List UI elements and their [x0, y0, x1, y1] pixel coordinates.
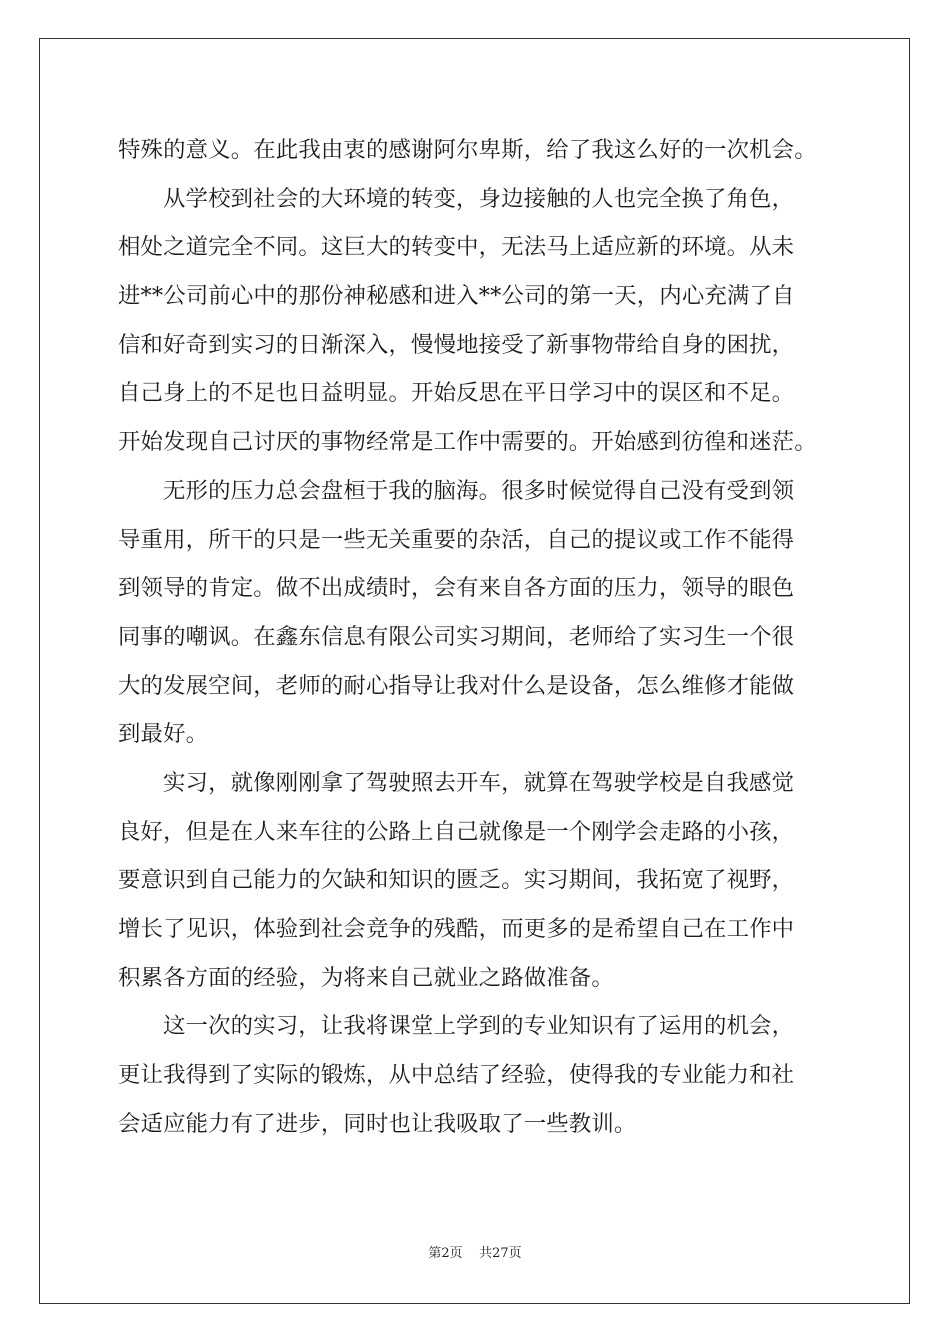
paragraph-start-line: 这一次的实习，让我将课堂上学到的专业知识有了运用的机会， [163, 1013, 795, 1040]
document-body [118, 126, 848, 1148]
text-line: 增长了见识，体验到社会竞争的残酷，而更多的是希望自己在工作中 [118, 916, 795, 942]
text-line: 信和好奇到实习的日渐深入，慢慢地接受了新事物带给自身的困扰， [118, 331, 795, 358]
text-line: 同事的嘲讽。在鑫东信息有限公司实习期间，老师给了实习生一个很 [118, 623, 795, 650]
text-line: 开始发现自己讨厌的事物经常是工作中需要的。开始感到彷徨和迷茫。 [118, 429, 817, 456]
paragraph-start-line: 从学校到社会的大环境的转变，身边接触的人也完全换了角色， [163, 185, 795, 212]
text-line: 积累各方面的经验，为将来自己就业之路做准备。 [118, 964, 614, 991]
text-line: 要意识到自己能力的欠缺和知识的匮乏。实习期间，我拓宽了视野， [118, 867, 795, 894]
page-footer [0, 1246, 950, 1262]
text-line: 大的发展空间，老师的耐心指导让我对什么是设备，怎么维修才能做 [118, 672, 795, 699]
text-line: 良好，但是在人来车往的公路上自己就像是一个刚学会走路的小孩， [118, 818, 795, 845]
text-line: 特殊的意义。在此我由衷的感谢阿尔卑斯，给了我这么好的一次机会。 [118, 137, 817, 163]
total-pages-label: 共27页 [479, 1246, 522, 1261]
text-line: 进**公司前心中的那份神秘感和进入**公司的第一天，内心充满了自 [118, 283, 795, 310]
current-page-label: 第2页 [428, 1246, 463, 1261]
text-line: 到领导的肯定。做不出成绩时，会有来自各方面的压力，领导的眼色 [118, 575, 795, 602]
text-line: 更让我得到了实际的锻炼，从中总结了经验，使得我的专业能力和社 [118, 1062, 795, 1089]
paragraph-start-line: 无形的压力总会盘桓于我的脑海。很多时候觉得自己没有受到领 [163, 477, 795, 504]
text-line: 到最好。 [118, 721, 209, 748]
text-line: 自己身上的不足也日益明显。开始反思在平日学习中的误区和不足。 [118, 380, 795, 407]
text-line: 会适应能力有了进步，同时也让我吸取了一些教训。 [118, 1110, 637, 1137]
paragraph-start-line: 实习，就像刚刚拿了驾驶照去开车，就算在驾驶学校是自我感觉 [163, 769, 795, 796]
text-line: 相处之道完全不同。这巨大的转变中，无法马上适应新的环境。从未 [118, 234, 795, 261]
text-line: 导重用，所干的只是一些无关重要的杂活，自己的提议或工作不能得 [118, 526, 795, 553]
